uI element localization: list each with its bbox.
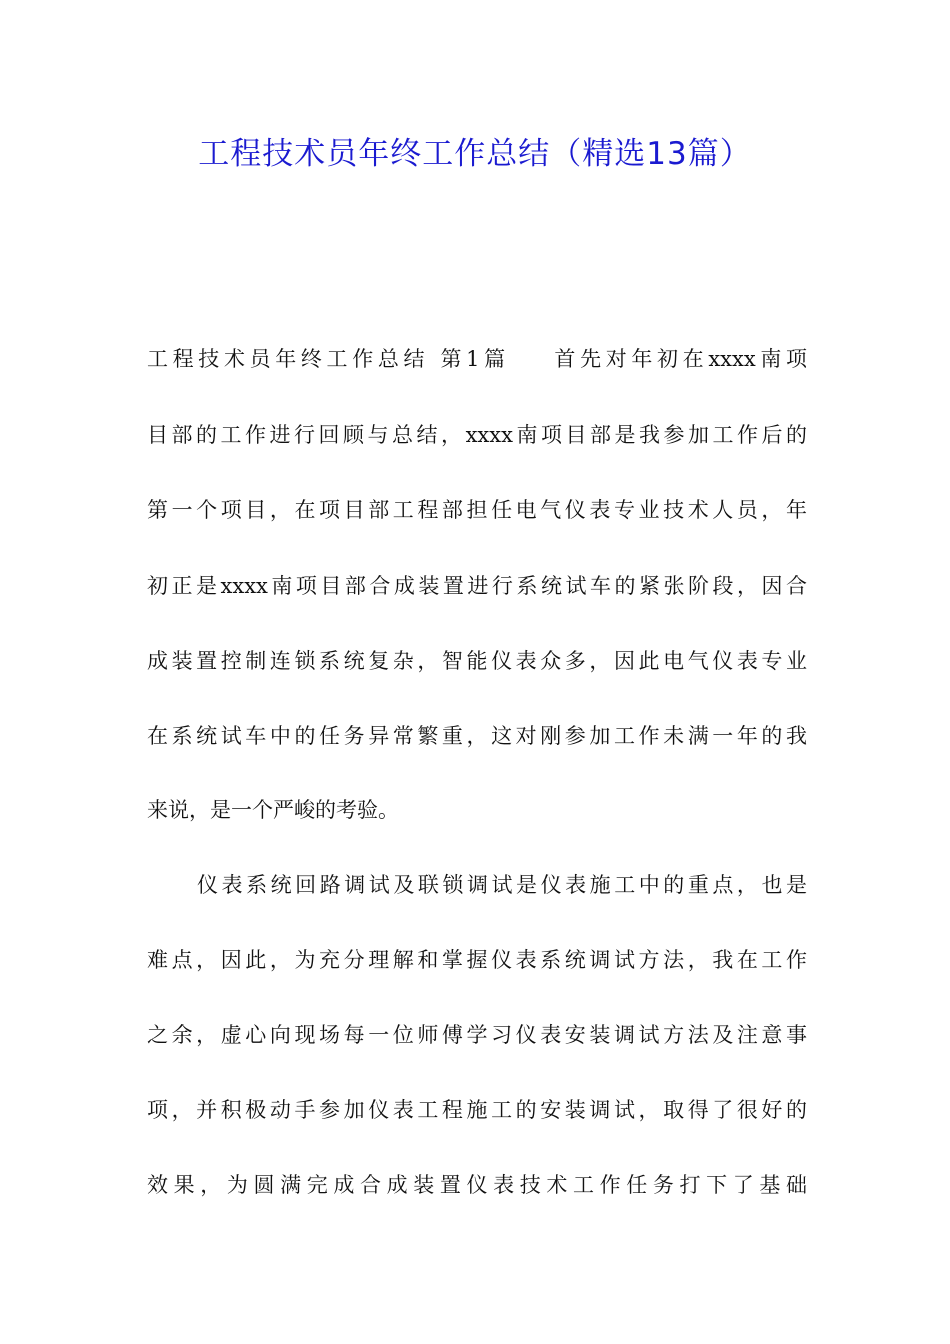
paragraph-2-line-2: 难点，因此，为充分理解和掌握仪表系统调试方法，我在工作 (147, 948, 807, 972)
paragraph-1-line-7: 来说，是一个严峻的考验。 (147, 798, 399, 822)
paragraph-text: 首先对年初在xxxx南项 (549, 347, 807, 371)
paragraph-2-line-1: 仪表系统回路调试及联锁调试是仪表施工中的重点，也是 (197, 873, 807, 897)
paragraph-2-line-4: 项，并积极动手参加仪表工程施工的安装调试，取得了很好的 (147, 1098, 807, 1122)
paragraph-2-line-5: 效果，为圆满完成合成装置仪表技术工作任务打下了基础 (147, 1173, 807, 1197)
paragraph-1-line-6: 在系统试车中的任务异常繁重，这对刚参加工作未满一年的我 (147, 724, 807, 748)
paragraph-2-line-3: 之余，虚心向现场每一位师傅学习仪表安装调试方法及注意事 (147, 1023, 807, 1047)
paragraph-1-line-1 (147, 339, 807, 379)
paragraph-1-line-2: 目部的工作进行回顾与总结，xxxx南项目部是我参加工作后的 (147, 423, 807, 447)
paragraph-1-line-4: 初正是xxxx南项目部合成装置进行系统试车的紧张阶段，因合 (147, 574, 807, 598)
paragraph-1-line-3: 第一个项目，在项目部工程部担任电气仪表专业技术人员，年 (147, 498, 807, 522)
document-title: 工程技术员年终工作总结（精选13篇） (198, 136, 752, 172)
paragraph-1-line-5: 成装置控制连锁系统复杂，智能仪表众多，因此电气仪表专业 (147, 649, 807, 673)
section-heading: 工程技术员年终工作总结 第1篇 (147, 347, 510, 371)
